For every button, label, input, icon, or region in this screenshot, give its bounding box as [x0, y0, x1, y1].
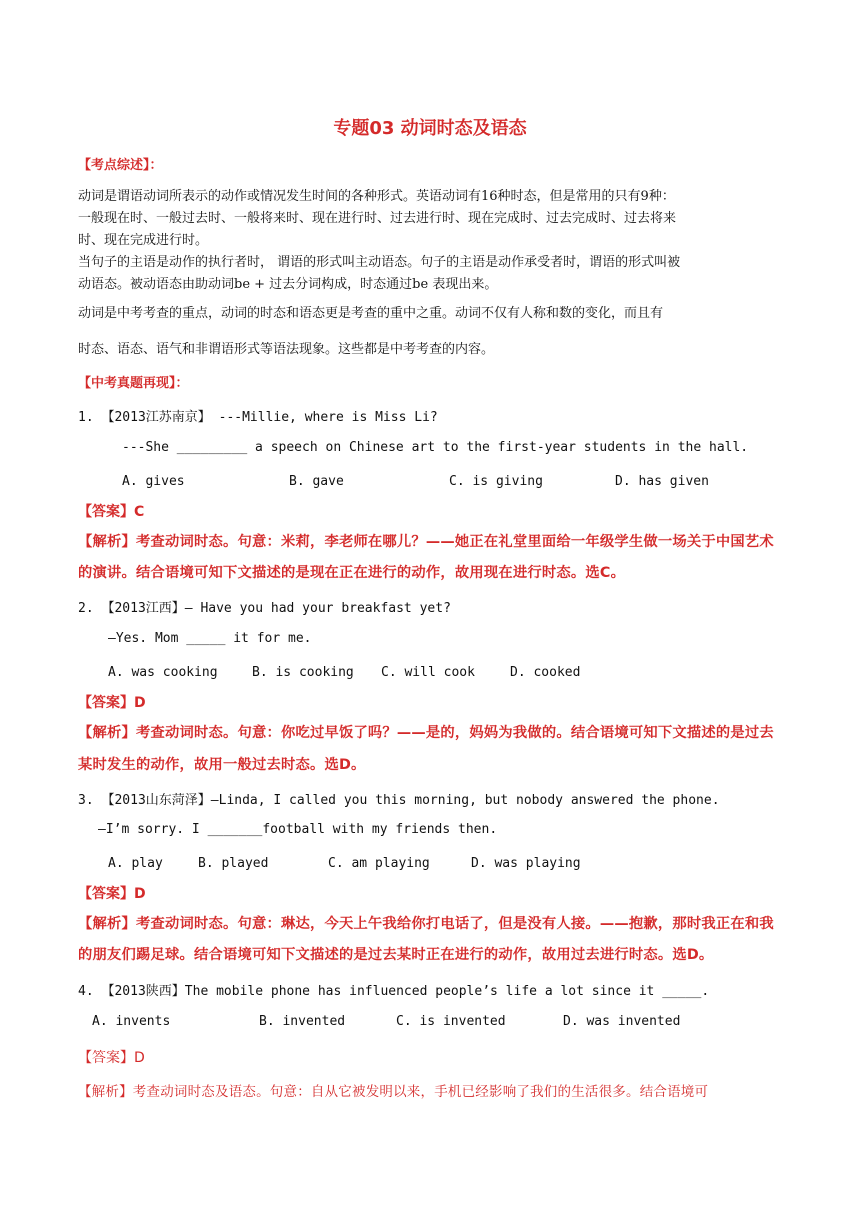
overview-line: 动语态。被动语态由助动词be + 过去分词构成，时态通过be 表现出来。 — [78, 277, 498, 292]
explanation-line: 【解析】考查动词时态。句意：琳达，今天上午我给你打电话了，但是没有人接。——抱歉，那时我正在和我 — [78, 916, 774, 932]
explanation-line: 【解析】考查动词时态。句意：你吃过早饭了吗？——是的，妈妈为我做的。结合语境可知下文描述的是过去 — [78, 725, 774, 741]
question-line: 3. 【2013山东菏泽】—Linda, I called you this morning, but nobody answered the phone. — [78, 793, 720, 808]
answer-label: 【答案】D — [78, 1050, 145, 1066]
explanation-line: 的演讲。结合语境可知下文描述的是现在正在进行的动作，故用现在进行时态。选C。 — [78, 565, 626, 581]
option: D. has given — [615, 474, 709, 489]
option: B. is cooking — [252, 665, 354, 680]
option: B. played — [198, 856, 269, 871]
option: C. will cook — [381, 665, 475, 680]
option: B. invented — [259, 1014, 346, 1029]
option: B. gave — [289, 474, 344, 489]
option: C. is giving — [449, 474, 543, 489]
option: A. gives — [122, 474, 185, 489]
answer-label: 【答案】D — [78, 886, 146, 902]
answer-label: 【答案】C — [78, 504, 145, 520]
option: D. was invented — [563, 1014, 681, 1029]
explanation-line: 【解析】考查动词时态。句意：米莉，李老师在哪儿？——她正在礼堂里面给一年级学生做一场关于中国艺术 — [78, 534, 774, 550]
option: D. cooked — [510, 665, 581, 680]
overview-line: 时、现在完成进行时。 — [78, 233, 209, 248]
question-line: 1. 【2013江苏南京】 ---Millie, where is Miss Li? — [78, 410, 438, 425]
explanation-line: 的朋友们踢足球。结合语境可知下文描述的是过去某时正在进行的动作，故用过去进行时态。选D。 — [78, 947, 714, 963]
overview-line: 动词是谓语动词所表示的动作或情况发生时间的各种形式。英语动词有16种时态，但是常用的只有9种： — [78, 189, 675, 204]
overview-line: 一般现在时、一般过去时、一般将来时、现在进行时、过去进行时、现在完成时、过去完成时、过去将来 — [78, 211, 677, 226]
overview-line: 当句子的主语是动作的执行者时， 谓语的形式叫主动语态。句子的主语是动作承受者时，谓语的形式叫被 — [78, 255, 681, 270]
option: A. play — [108, 856, 163, 871]
page-title: 专题03 动词时态及语态 — [333, 118, 527, 139]
option: A. invents — [92, 1014, 171, 1029]
question-line: —I’m sorry. I _______football with my friends then. — [98, 822, 498, 837]
question-line: 4. 【2013陕西】The mobile phone has influenced people’s life a lot since it _____. — [78, 984, 710, 999]
option: A. was cooking — [108, 665, 218, 680]
option: C. am playing — [328, 856, 430, 871]
overview-line: 时态、语态、语气和非谓语形式等语法现象。这些都是中考考查的内容。 — [78, 342, 495, 357]
answer-label: 【答案】D — [78, 695, 146, 711]
overview-line: 动词是中考考查的重点，动词的时态和语态更是考查的重中之重。动词不仅有人称和数的变化，而且有 — [78, 306, 664, 321]
option: C. is invented — [396, 1014, 506, 1029]
option: D. was playing — [471, 856, 581, 871]
explanation-line: 某时发生的动作，故用一般过去时态。选D。 — [78, 757, 366, 773]
question-line: —Yes. Mom _____ it for me. — [108, 631, 312, 646]
overview-heading: 【考点综述】： — [78, 158, 163, 173]
question-line: 2. 【2013江西】— Have you had your breakfast yet? — [78, 601, 451, 616]
question-line: ---She _________ a speech on Chinese art to the first-year students in the hall. — [122, 440, 749, 455]
explanation-line: 【解析】考查动词时态及语态。句意：自从它被发明以来，手机已经影响了我们的生活很多。结合语境可 — [78, 1084, 709, 1100]
real-questions-heading: 【中考真题再现】： — [78, 376, 189, 391]
